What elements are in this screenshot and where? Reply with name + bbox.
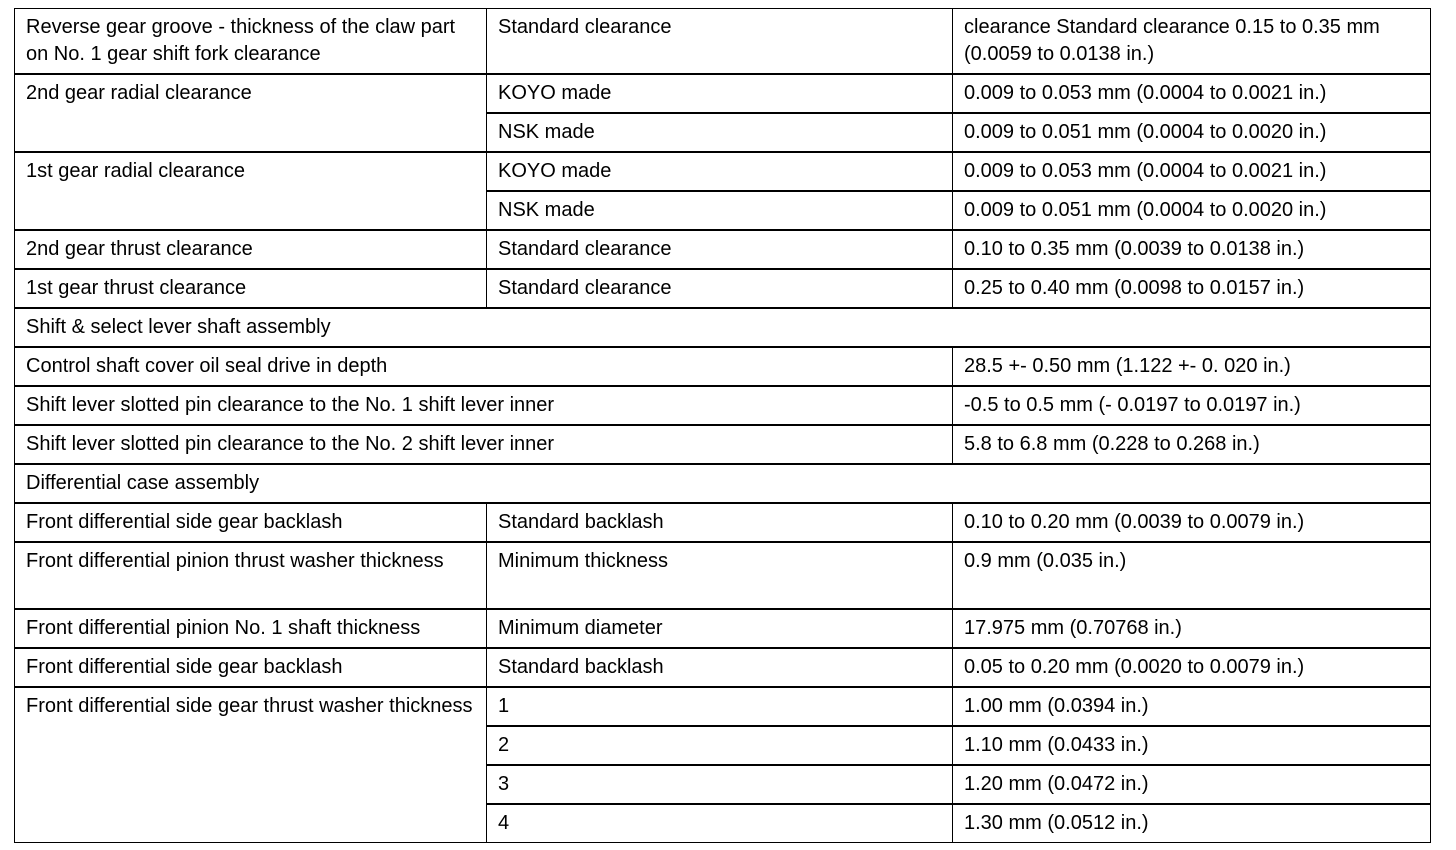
table-row bbox=[15, 648, 1431, 687]
value-cell: clearance Standard clearance 0.15 to 0.35 mm (0.0059 to 0.0138 in.) bbox=[953, 9, 1431, 74]
value-cell: 0.009 to 0.051 mm (0.0004 to 0.0020 in.) bbox=[953, 191, 1431, 230]
condition-cell: 3 bbox=[487, 765, 953, 804]
table-row bbox=[15, 347, 1431, 386]
table-row bbox=[15, 425, 1431, 464]
value-cell: 0.25 to 0.40 mm (0.0098 to 0.0157 in.) bbox=[953, 269, 1431, 308]
condition-cell: 2 bbox=[487, 726, 953, 765]
value-cell: 0.9 mm (0.035 in.) bbox=[953, 542, 1431, 609]
value-cell: 1.30 mm (0.0512 in.) bbox=[953, 804, 1431, 843]
value-cell: 1.10 mm (0.0433 in.) bbox=[953, 726, 1431, 765]
condition-cell: 1 bbox=[487, 687, 953, 726]
value-cell: 0.05 to 0.20 mm (0.0020 to 0.0079 in.) bbox=[953, 648, 1431, 687]
table-row bbox=[15, 152, 1431, 191]
value-cell: 5.8 to 6.8 mm (0.228 to 0.268 in.) bbox=[953, 425, 1431, 464]
table-row bbox=[15, 687, 1431, 726]
value-cell: 0.009 to 0.051 mm (0.0004 to 0.0020 in.) bbox=[953, 113, 1431, 152]
condition-cell: NSK made bbox=[487, 113, 953, 152]
condition-cell: Minimum thickness bbox=[487, 542, 953, 609]
table-row bbox=[15, 609, 1431, 648]
value-cell: -0.5 to 0.5 mm (- 0.0197 to 0.0197 in.) bbox=[953, 386, 1431, 425]
condition-cell: KOYO made bbox=[487, 152, 953, 191]
value-cell: 0.009 to 0.053 mm (0.0004 to 0.0021 in.) bbox=[953, 74, 1431, 113]
table-row bbox=[15, 386, 1431, 425]
value-cell: 0.10 to 0.20 mm (0.0039 to 0.0079 in.) bbox=[953, 503, 1431, 542]
item-cell: 1st gear radial clearance bbox=[15, 152, 487, 230]
condition-cell: 4 bbox=[487, 804, 953, 843]
condition-cell: Standard clearance bbox=[487, 269, 953, 308]
item-cell: Shift lever slotted pin clearance to the No. 1 shift lever inner bbox=[15, 386, 953, 425]
item-cell: Shift lever slotted pin clearance to the No. 2 shift lever inner bbox=[15, 425, 953, 464]
item-cell: Front differential side gear backlash bbox=[15, 648, 487, 687]
section-heading: Shift & select lever shaft assembly bbox=[15, 308, 1431, 347]
condition-cell: Standard backlash bbox=[487, 503, 953, 542]
value-cell: 28.5 +- 0.50 mm (1.122 +- 0. 020 in.) bbox=[953, 347, 1431, 386]
table-row bbox=[15, 269, 1431, 308]
table-row bbox=[15, 230, 1431, 269]
specification-table bbox=[14, 8, 1431, 843]
condition-cell: Standard clearance bbox=[487, 9, 953, 74]
item-cell: Reverse gear groove - thickness of the claw part on No. 1 gear shift fork clearance bbox=[15, 9, 487, 74]
item-cell: Front differential pinion No. 1 shaft thickness bbox=[15, 609, 487, 648]
value-cell: 0.009 to 0.053 mm (0.0004 to 0.0021 in.) bbox=[953, 152, 1431, 191]
item-cell: Front differential side gear backlash bbox=[15, 503, 487, 542]
condition-cell: KOYO made bbox=[487, 74, 953, 113]
condition-cell: NSK made bbox=[487, 191, 953, 230]
item-cell: Front differential side gear thrust washer thickness bbox=[15, 687, 487, 843]
table-row bbox=[15, 503, 1431, 542]
table-row bbox=[15, 9, 1431, 74]
table-row bbox=[15, 542, 1431, 609]
value-cell: 1.00 mm (0.0394 in.) bbox=[953, 687, 1431, 726]
section-row bbox=[15, 308, 1431, 347]
section-row bbox=[15, 464, 1431, 503]
value-cell: 0.10 to 0.35 mm (0.0039 to 0.0138 in.) bbox=[953, 230, 1431, 269]
table-row bbox=[15, 74, 1431, 113]
value-cell: 1.20 mm (0.0472 in.) bbox=[953, 765, 1431, 804]
condition-cell: Minimum diameter bbox=[487, 609, 953, 648]
item-cell: 1st gear thrust clearance bbox=[15, 269, 487, 308]
condition-cell: Standard backlash bbox=[487, 648, 953, 687]
item-cell: Front differential pinion thrust washer thickness bbox=[15, 542, 487, 609]
item-cell: 2nd gear radial clearance bbox=[15, 74, 487, 152]
value-cell: 17.975 mm (0.70768 in.) bbox=[953, 609, 1431, 648]
item-cell: 2nd gear thrust clearance bbox=[15, 230, 487, 269]
condition-cell: Standard clearance bbox=[487, 230, 953, 269]
section-heading: Differential case assembly bbox=[15, 464, 1431, 503]
item-cell: Control shaft cover oil seal drive in depth bbox=[15, 347, 953, 386]
